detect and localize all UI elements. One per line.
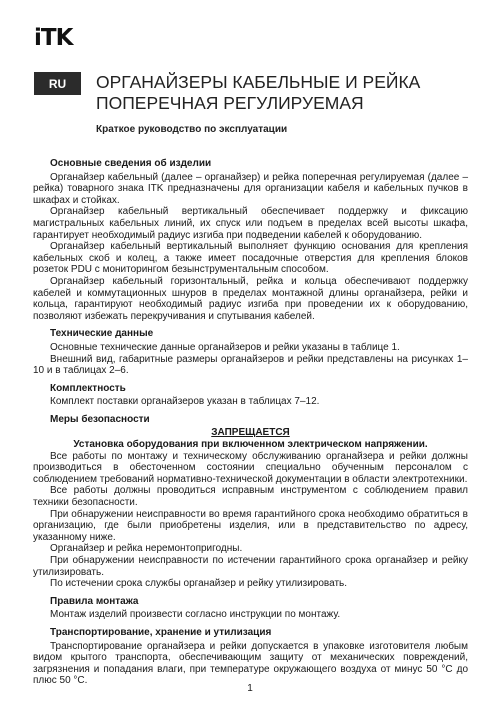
section-heading-transport: Транспортирование, хранение и утилизация [50,626,272,638]
paragraph: Органайзер кабельный вертикальный выполняет функцию основания для крепления кабельных скоб и колец, а также имеет посадочные отверстия для крепления блоков розеток PDU с мониторингом безынструментальным способом. [33,241,468,276]
page-number: 1 [247,683,253,694]
itk-logo: iTK [34,25,73,51]
paragraph: Основные технические данные органайзеров и рейки указаны в таблице 1. [50,341,400,353]
paragraph: Органайзер кабельный (далее – органайзер) и рейка поперечная регулируемая (далее – рейка) товарного знака ITK предназначены для организации кабеля и кабельных пучков в шкафах и стойках. [33,171,468,206]
paragraph: Все работы по монтажу и техническому обслуживанию органайзера и рейки должны производиться в обесточенном состоянии специально обученным персоналом с соблюдением требований нормативно-технической документации в области электротехники. [33,450,468,485]
warning-text: Установка оборудования при включенном электрическом напряжении. [73,439,428,451]
document-subtitle: Краткое руководство по эксплуатации [96,124,288,135]
paragraph: Транспортирование органайзера и рейки допускается в упаковке изготовителя любым видом крытого транспорта, обеспечивающим защиту от механических повреждений, загрязнения и попадания влаги, при температуре окружающего воздуха от минус 50 °С до плюс 50 °С. [33,640,468,687]
paragraph: При обнаружении неисправности во время гарантийного срока необходимо обратиться в организацию, где были приобретены изделия, или в представительство по адресу, указанному ниже. [33,508,468,543]
paragraph: Все работы должны проводиться исправным инструментом с соблюдением правил техники безопасности. [33,485,468,509]
paragraph: Монтаж изделий произвести согласно инструкции по монтажу. [50,609,341,621]
section-heading-tech: Технические данные [50,328,154,340]
warning-title: ЗАПРЕЩАЕТСЯ [211,427,290,439]
section-heading-kit: Комплектность [50,382,126,394]
section-heading-basic: Основные сведения об изделии [50,158,212,169]
paragraph: Органайзер кабельный вертикальный обеспечивает поддержку и фиксацию магистральных кабельных линий, их спуск или подъем в пределах всей высоты шкафа, гарантирует необходимый радиус изгиба при подведении кабелей к оборудованию. [33,206,468,241]
paragraph: Органайзер кабельный горизонтальный, рейка и кольца обеспечивают поддержку кабелей и коммутационных шнуров в пределах монтажной длины органайзера, рейки и кольца, гарантируют необходимый радиус изгиба при проведении их к оборудованию, позволяют избежать перекручивания и спутывания кабелей. [33,275,468,322]
paragraph: По истечении срока службы органайзер и рейку утилизировать. [50,578,348,590]
paragraph: Внешний вид, габаритные размеры органайзеров и рейки представлены на рисунках 1–10 и в таблицах 2–6. [33,353,468,377]
paragraph: Органайзер и рейка неремонтопригодны. [50,543,243,555]
paragraph: Комплект поставки органайзеров указан в таблицах 7–12. [50,396,320,408]
language-badge: RU [34,72,81,95]
document-body [33,158,468,687]
document-title: ОРГАНАЙЗЕРЫ КАБЕЛЬНЫЕ И РЕЙКА ПОПЕРЕЧНАЯ РЕГУЛИРУЕМАЯ [96,72,421,113]
section-heading-safety: Меры безопасности [50,413,150,425]
paragraph: При обнаружении неисправности по истечении гарантийного срока органайзер и рейку утилизировать. [33,555,468,578]
section-heading-mount: Правила монтажа [50,595,139,607]
